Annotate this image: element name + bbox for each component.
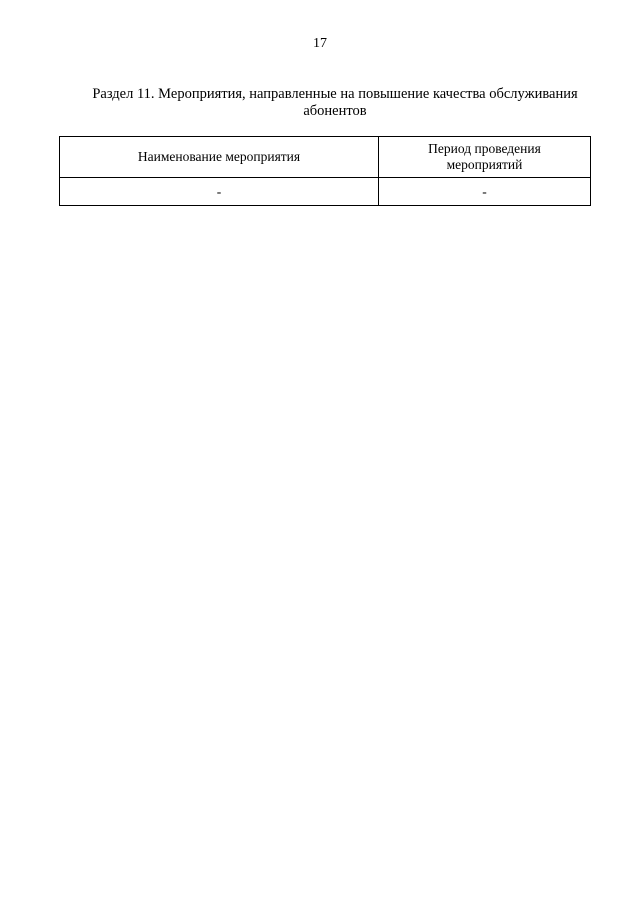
section-title-line-1: Раздел 11. Мероприятия, направленные на повышение качества обслуживания bbox=[92, 86, 578, 102]
header-measure-period bbox=[379, 137, 591, 178]
measures-table-container bbox=[59, 136, 591, 206]
header-measure-name: Наименование мероприятия bbox=[60, 137, 379, 178]
section-title-line-2: абонентов bbox=[303, 103, 367, 119]
table-row bbox=[60, 178, 591, 206]
header-period-line-2: мероприятий bbox=[446, 157, 523, 172]
measures-table bbox=[59, 136, 591, 206]
section-title bbox=[70, 86, 600, 120]
page-number: 17 bbox=[313, 36, 327, 51]
cell-measure-name: - bbox=[60, 178, 379, 206]
table-header-row bbox=[60, 137, 591, 178]
cell-measure-period: - bbox=[379, 178, 591, 206]
header-period-line-1: Период проведения bbox=[428, 141, 541, 156]
